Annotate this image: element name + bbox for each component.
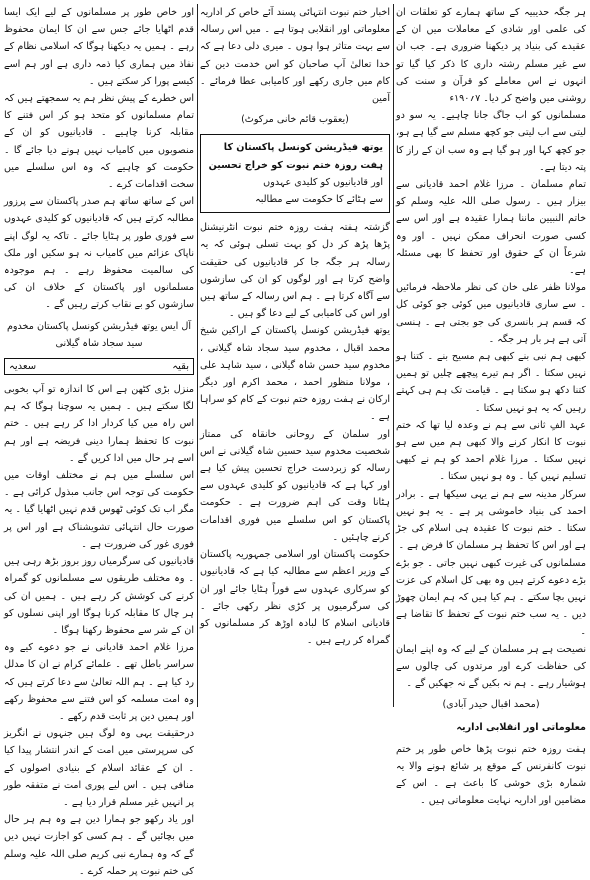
middle-body-paragraph: گزشتہ ہفتہ ہفت روزہ ختم نبوت انٹرنیشنل پڑھا پڑھ کر دل کو بہت تسلی ہوئی کہ یہ رسالہ ہر جگہ جا کر قادیانیوں کی حقیقت واضح کرتا ہے اور لوگوں کو ان کی سازشوں سے آگاہ کرتا ہے ۔ ہم اس رسالہ کے ساتھ ہیں اور اس کی کامیابی کے لیے دعا گو ہیں ۔ [200, 222, 390, 320]
right-paragraph: مسلمانوں کی غیرت کبھی نہیں جاتی ۔ جو بڑے بڑے دعوے کرتے ہیں وہ بھی کل اسلام کی عزت نہیں بچا سکتے ۔ ہم کیا ہیں کہ ہم ایمان چھوڑ دیں ۔ یہ سب ختم نبوت کے تحفظ کا تقاضا ہے ۔ [396, 557, 586, 638]
left-continued-paragraph: اس سلسلے میں ہم نے مختلف اوقات میں حکومت کی توجہ اس جانب مبذول کرائی ہے ۔ مگر اب تک کوئی ٹھوس قدم نہیں اٹھایا گیا ۔ یہ صورت حال انتہائی تشویشناک ہے اور اس پر فوری غور کی ضرورت ہے ۔ [4, 470, 194, 550]
right-paragraph: نصیحت ہے ہر مسلمان کے لیے کہ وہ اپنے ایمان کی حفاظت کرے اور مرتدوں کی چالوں سے ہوشیار رہے ۔ ہم نہ بکیں گے نہ جھکیں گے ۔ [396, 643, 586, 689]
right-paragraph: عہد الفِ ثانی سے ہم نے وعدہ لیا تھا کہ ختم نبوت کا انکار کرنے والا کبھی ہم میں سے ہو نہیں سکتا ۔ مرزا غلام احمد کو ہم نے کبھی تسلیم نہیں کیا ۔ وہ ہو نہیں سکتا ۔ [396, 419, 586, 483]
left-paragraph: اور خاص طور پر مسلمانوں کے لیے ایک ایسا قدم اٹھایا جائے جس سے ان کا ایمان محفوظ رہے ۔ ہمیں یہ دیکھنا ہوگا کہ اسلامی نظام کے نفاذ میں ہماری کیا ذمہ داری ہے اور ہم اسے کیسے پورا کر سکتے ہیں ۔ [4, 7, 194, 87]
column-rule-left [197, 4, 198, 707]
left-continued-paragraph: درحقیقت یہی وہ لوگ ہیں جنہوں نے انگریز کی سرپرستی میں امت کے اندر انتشار پیدا کیا ۔ ان کے عقائد اسلام کے بنیادی اصولوں کے منافی ہیں ۔ اس لیے پوری امت نے متفقہ طور پر انہیں غیر مسلم قرار دیا ہے ۔ [4, 728, 194, 808]
continued-tag-box [4, 358, 194, 375]
left-continued-paragraph: اور یاد رکھو جو ہمارا دین ہے وہ ہم ہر حال میں بچائیں گے ۔ ہم کسی کو اجازت نہیں دیں گے کہ وہ ہمارے نبی کریم صلی اللہ علیہ وسلم کی ختم نبوت پر حملہ کرے ۔ [4, 814, 194, 877]
headline-line-4: سے ہٹائے کا حکومت سے مطالبہ [255, 194, 383, 206]
right-paragraph: ہر جگہ حدیبیہ کے ساتھ ہمارے کو تعلقات ان کی علمی اور شادی کے معاملات میں ان کے عقیدے کی بنیاد پر دیکھنا ضروری ہے۔ جب ان سے غیر مسلم رشتہ داری کا ذکر کیا گیا تو انہوں نے اس معاملے کو قرآن و سنت کی روشنی میں واضح کر دیا۔ ۷؍۱۹۰ء [396, 7, 586, 105]
right-paragraph: سرکار مدینہ سے ہم نے یہی سیکھا ہے ۔ برادر احمد کی بنیاد خاموشی پر ہے ۔ یہ ہو نہیں سکتا ۔ ختم نبوت کا عقیدہ ہی اسلام کی جڑ ہے اور اس کا تحفظ ہر مسلمان کا فرض ہے ۔ [396, 488, 586, 552]
middle-column [200, 4, 390, 649]
right-column [396, 4, 586, 809]
headline-line-3: اور قادیانیوں کو کلیدی عہدوں [263, 176, 383, 188]
left-paragraph: اس کے ساتھ ساتھ ہم صدر پاکستان سے پرزور مطالبہ کرتے ہیں کہ قادیانیوں کو کلیدی عہدوں سے فوری طور پر ہٹایا جائے ۔ تاکہ یہ لوگ اپنے ناپاک عزائم میں کامیاب نہ ہو سکیں اور ملک کی سالمیت محفوظ رہے ۔ ہم موجودہ مسلمانوں اور پاکستان کے خلاف ان کی سازشوں کو بے نقاب کرتے رہیں گے ۔ [4, 196, 194, 311]
right-paragraph: کبھی ہم نبی بنے کبھی ہم مسیح بنے ۔ کتنا ہو نہیں سکتا ۔ اگر ہم تیرے پیچھے چلیں تو ہمیں کتنا دکھ ہو سکتا ہے ۔ قیامت تک ہم ہی کہتے رہیں کہ یہ ہو نہیں سکتا ۔ [396, 351, 586, 414]
headline-line-1: یوتھ فیڈریشن کونسل پاکستان کا [223, 142, 383, 154]
left-continued-paragraph: قادیانیوں کی سرگرمیاں روز بروز بڑھ رہی ہیں ۔ وہ مختلف طریقوں سے مسلمانوں کو گمراہ کرنے کی کوشش کر رہے ہیں ۔ ہمیں ان کی ہر چال کا مقابلہ کرنا ہوگا اور اپنی نسلوں کو ان کے شر سے محفوظ رکھنا ہوگا ۔ [4, 556, 194, 636]
middle-intro-paragraph: اخبار ختم نبوت انتہائی پسند آئے خاص کر اداریہ معلوماتی اور انقلابی ہوتا ہے ۔ میں اس رسالہ سے بہت متاثر ہوا ہوں ۔ میری دلی دعا ہے کہ خدا تعالیٰ آپ صاحبان کو اس خدمت دین کے کام میں جاری رکھے اور کامیابی عطا فرمائے ۔ آمین [200, 7, 390, 105]
left-continued-paragraph: منزل بڑی کٹھن ہے اس کا اندازہ تو آپ بخوبی لگا سکتے ہیں ۔ ہمیں یہ سوچنا ہوگا کہ ہم اس راہ میں کیا کردار ادا کر رہے ہیں ۔ ختم نبوت کا تحفظ ہمارا دینی فریضہ ہے اور ہم اسے ہر حال میں ادا کریں گے ۔ [4, 384, 194, 464]
left-paragraph: اس خطرے کے پیش نظر ہم یہ سمجھتے ہیں کہ تمام مسلمانوں کو متحد ہو کر اس فتنے کا مقابلہ کرنا چاہیے ۔ قادیانیوں کو ان کے منصوبوں میں کامیاب نہیں ہونے دیا جائے گا ۔ حکومت کو چاہیے کہ وہ اس سلسلے میں سخت اقدامات کرے ۔ [4, 93, 194, 191]
left-continued-paragraph: مرزا غلام احمد قادیانی نے جو دعوے کیے وہ سراسر باطل تھے ۔ علمائے کرام نے ان کا مدلل رد کیا ہے ۔ ہم اللہ تعالیٰ سے دعا کرتے ہیں کہ وہ امت مسلمہ کو اس فتنے سے محفوظ رکھے اور ہمیں دین پر ثابت قدم رکھے ۔ [4, 642, 194, 722]
headline-box [200, 134, 390, 213]
middle-body-paragraph: اور سلمان کے روحانی خانقاہ کی ممتاز شخصیت مخدوم سید حسین شاہ گیلانی نے اس رسالہ کو زبردست خراج تحسین پیش کیا ہے اور کہا ہے کہ قادیانیوں کو کلیدی عہدوں سے ہٹانا وقت کی اہم ضرورت ہے ۔ حکومت پاکستان کو اس سلسلے میں فوری اقدامات کرنے چاہئیں ۔ [200, 428, 390, 543]
right-signature: (محمد اقبال حیدر آبادی) [442, 699, 540, 711]
headline-line-2: ہفت روزہ ختم نبوت کو خراج تحسین [208, 159, 383, 171]
left-column [4, 4, 194, 880]
left-signature: آل ایس یوتھ فیڈریشن کونسل پاکستان مخدوم سید سجاد شاہ گیلانی [6, 320, 192, 349]
editorial-title: معلوماتی اور انقلابی اداریہ [456, 722, 586, 734]
column-rule-right [393, 4, 394, 707]
right-paragraph: تمام مسلمان ۔ مرزا غلام احمد قادیانی سے بیزار ہیں ۔ رسول صلی اللہ علیہ وسلم کو خاتم النبیین ماننا ہمارا عقیدہ ہے اور اس سے کسی صورت انحراف ممکن نہیں ۔ اور وہ شرعاً ان کے حقوق اور تحفظ کا بھی مسئلہ ہے۔ [396, 179, 586, 277]
middle-body-paragraph: یوتھ فیڈریشن کونسل پاکستان کے اراکین شیخ محمد اقبال ، مخدوم سید سجاد شاہ گیلانی ، مخدوم سید حسن شاہ گیلانی ، سید شاہد علی ، مولانا منظور احمد ، محمد اکرم اور دیگر ارکان نے ہفت روزہ ختم نبوت کے کام کو سراہا ہے ۔ [200, 325, 390, 423]
middle-body-paragraph: حکومت پاکستان اور اسلامی جمہوریہ پاکستان کے وزیر اعظم سے مطالبہ کیا ہے کہ قادیانیوں کو سرکاری عہدوں سے فوراً ہٹایا جائے اور ان کی سرگرمیوں پر کڑی نظر رکھی جائے ۔ قادیانی اسلام کا لبادہ اوڑھ کر مسلمانوں کو گمراہ کر رہے ہیں ۔ [200, 549, 390, 647]
continued-tag-source: سعدیہ [9, 361, 37, 373]
editorial-text: ہفت روزہ ختم نبوت پڑھا خاص طور پر ختم نبوت کانفرنس کے موقع پر شائع ہونے والا یہ شمارہ بڑی خوشی کا باعث ہے ۔ اس کے مضامین اور اداریہ نہایت معلوماتی ہیں ۔ [396, 743, 586, 807]
right-paragraph: مسلمانوں کو اب جاگ جانا چاہیے۔ یہ سو دو لیتی سے اب لیتی جو کچھ مسلم سے گیا ہے ہو، جو کچھ کہا اور ہو گیا ہے وہ سب ان کے راز کا پتہ دیتا ہے۔ [396, 110, 586, 173]
right-paragraph: مولانا ظفر علی خان کی نظر ملاحظہ فرمائیں ۔ سے ساری قادیانیوں میں کوئی جو کوئی کل کہ قسم ہر بانسری کی جو بجتی ہے ۔ ہنسی آتی ہے ہر بار ہر جگہ ۔ [396, 282, 586, 345]
middle-intro-signature: (یعقوب قائم خانی مرکوٹ) [241, 114, 349, 126]
continued-tag-label: بقیہ [172, 361, 189, 373]
